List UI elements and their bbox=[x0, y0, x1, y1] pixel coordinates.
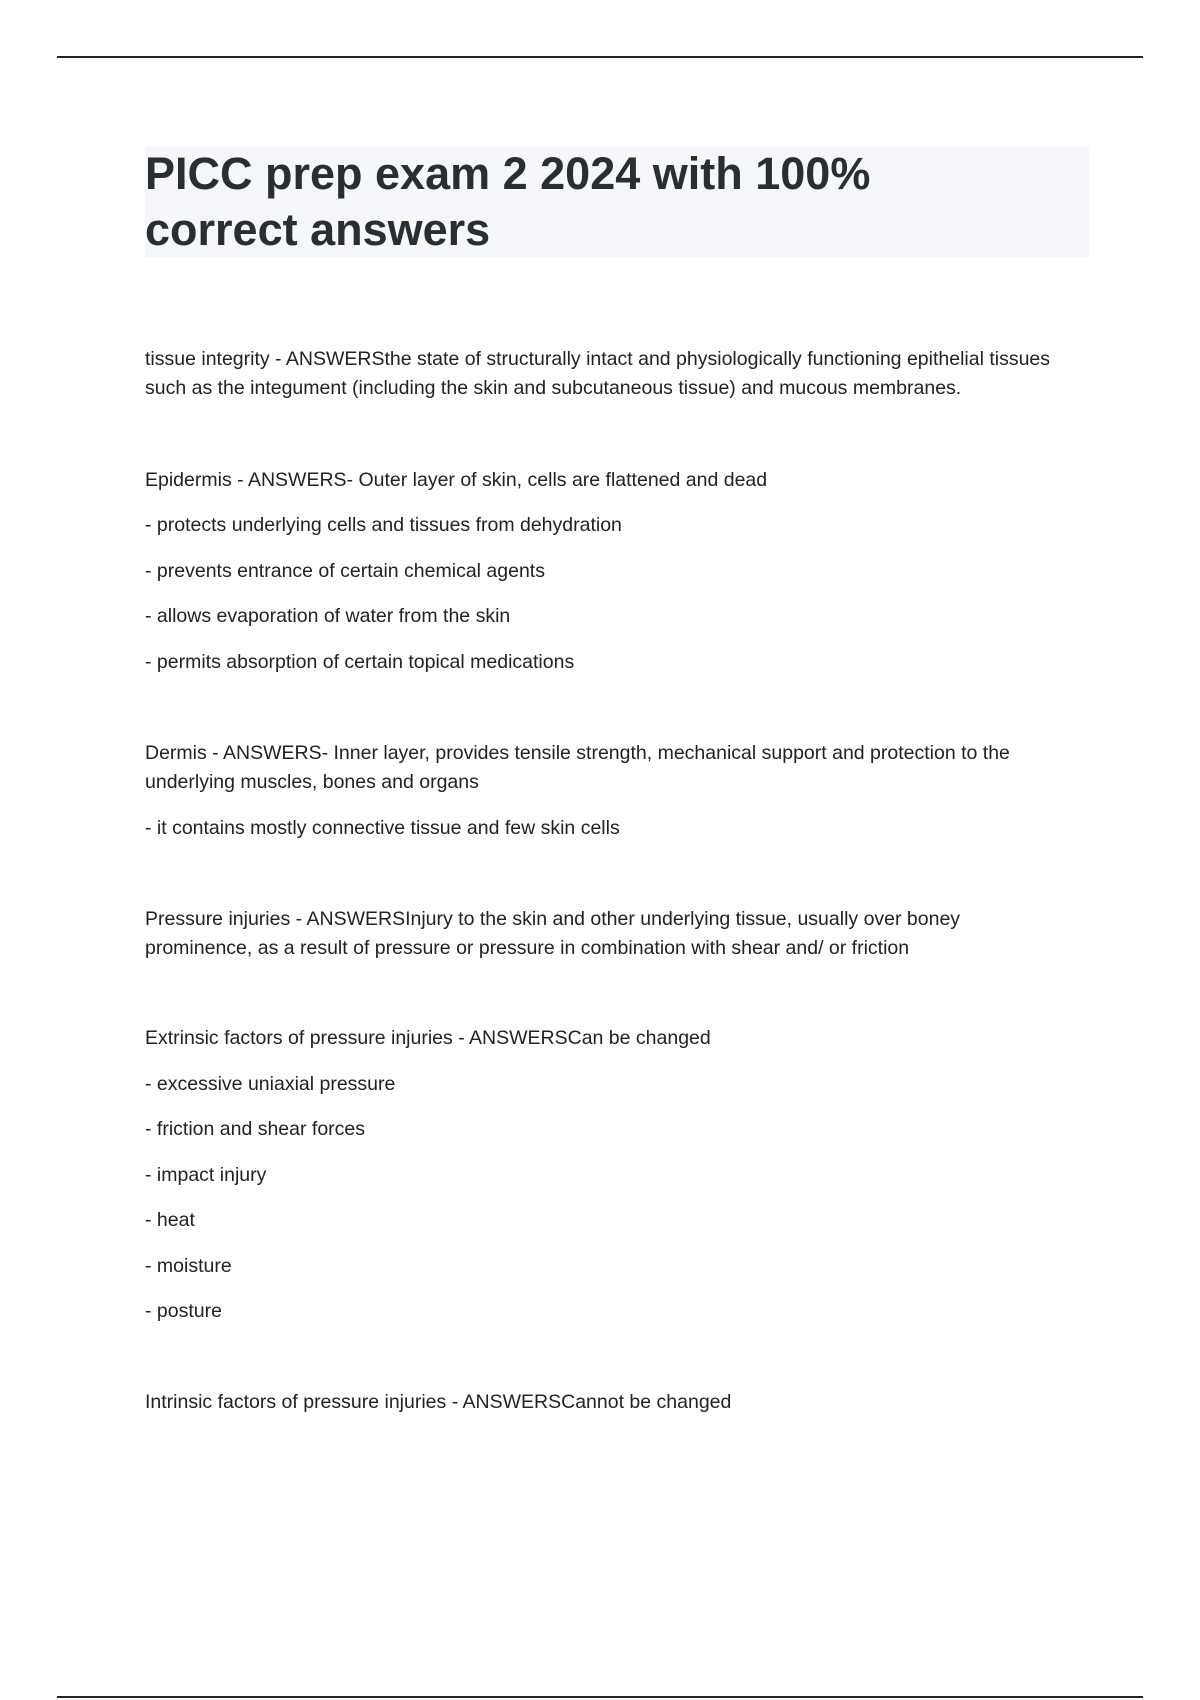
text-line: - moisture bbox=[145, 1255, 232, 1277]
title-line: PICC prep exam 2 2024 with 100% bbox=[145, 148, 871, 199]
list-item bbox=[145, 1161, 1095, 1190]
text-line: - it contains mostly connective tissue and few skin cells bbox=[145, 817, 620, 839]
text-line: Epidermis - ANSWERS- Outer layer of skin, cells are flattened and dead bbox=[145, 469, 768, 491]
list-item bbox=[145, 1115, 1095, 1144]
text-line: - permits absorption of certain topical medications bbox=[145, 651, 575, 673]
list-item bbox=[145, 814, 1095, 843]
entry-extrinsic-factors bbox=[145, 1024, 1095, 1053]
text-line: such as the integument (including the skin and subcutaneous tissue) and mucous membranes. bbox=[145, 377, 962, 399]
text-line: - excessive uniaxial pressure bbox=[145, 1073, 396, 1095]
list-item bbox=[145, 1297, 1095, 1326]
text-line: underlying muscles, bones and organs bbox=[145, 771, 479, 793]
entry-epidermis bbox=[145, 466, 1095, 495]
entry-tissue-integrity bbox=[145, 345, 1095, 403]
list-item bbox=[145, 511, 1095, 540]
text-line: Dermis - ANSWERS- Inner layer, provides tensile strength, mechanical support and protection to the bbox=[145, 742, 1010, 764]
list-item bbox=[145, 1070, 1095, 1099]
text-line: - heat bbox=[145, 1209, 195, 1231]
footer-rule bbox=[57, 1696, 1143, 1698]
text-line: Intrinsic factors of pressure injuries - ANSWERSCannot be changed bbox=[145, 1391, 732, 1413]
entry-intrinsic-factors bbox=[145, 1388, 1095, 1417]
entry-dermis bbox=[145, 739, 1095, 797]
text-line: - impact injury bbox=[145, 1164, 267, 1186]
header-rule bbox=[57, 56, 1143, 58]
text-line: tissue integrity - ANSWERSthe state of structurally intact and physiologically functioning epithelial tissues bbox=[145, 348, 1051, 370]
text-line: - friction and shear forces bbox=[145, 1118, 366, 1140]
text-line: - protects underlying cells and tissues from dehydration bbox=[145, 514, 622, 536]
text-line: - posture bbox=[145, 1300, 222, 1322]
list-item bbox=[145, 1206, 1095, 1235]
list-item bbox=[145, 557, 1095, 586]
text-line: Pressure injuries - ANSWERSInjury to the skin and other underlying tissue, usually over boney bbox=[145, 908, 961, 930]
list-item bbox=[145, 602, 1095, 631]
text-line: prominence, as a result of pressure or pressure in combination with shear and/ or friction bbox=[145, 937, 910, 959]
text-line: - prevents entrance of certain chemical agents bbox=[145, 560, 545, 582]
title-line: correct answers bbox=[145, 204, 491, 255]
document-title bbox=[145, 146, 1089, 257]
list-item bbox=[145, 1252, 1095, 1281]
text-line: - allows evaporation of water from the skin bbox=[145, 605, 511, 627]
entry-pressure-injuries bbox=[145, 905, 1095, 963]
text-line: Extrinsic factors of pressure injuries - ANSWERSCan be changed bbox=[145, 1027, 711, 1049]
list-item bbox=[145, 648, 1095, 677]
